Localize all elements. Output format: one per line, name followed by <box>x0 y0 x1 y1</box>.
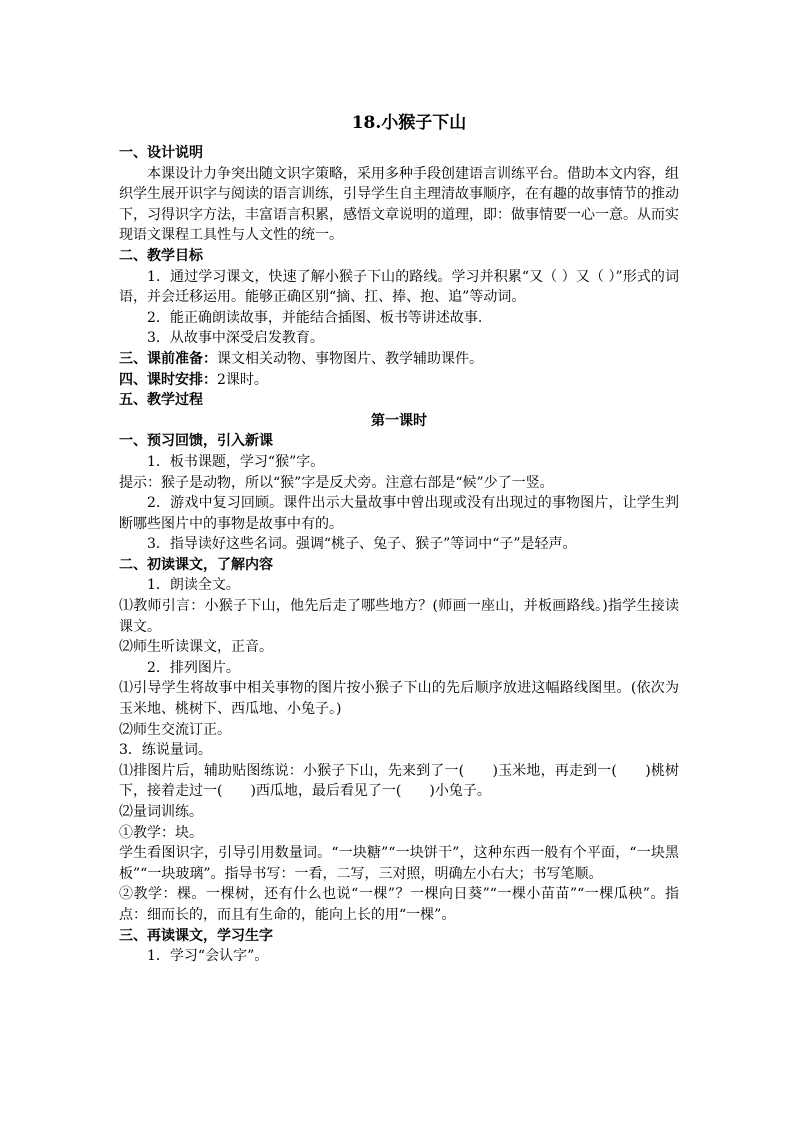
section-heading: 三、课前准备： <box>119 350 217 367</box>
paragraph: 1．学习“会认字”。 <box>147 948 269 965</box>
paragraph: ⑴引导学生将故事中相关事物的图片按小猴子下山的先后顺序放进这幅路线图里。(依次为玉米地、桃树下、西瓜地、小兔子。) <box>119 680 679 718</box>
section-line <box>119 349 679 370</box>
paragraph: 2．排列图片。 <box>147 659 240 676</box>
paragraph: ①教学：块。 <box>119 824 203 841</box>
section-line <box>119 370 679 391</box>
page-title: 18.小猴子下山 <box>351 113 467 133</box>
paragraph: 提示：猴子是动物，所以“猴”字是反犬旁。注意右部是“候”少了一竖。 <box>119 474 554 491</box>
lesson-heading: 第一课时 <box>371 412 427 429</box>
section-text: 课文相关动物、事物图片、教学辅助课件。 <box>217 350 483 367</box>
paragraph: 2．游戏中复习回顾。课件出示大量故事中曾出现或没有出现过的事物图片，让学生判断哪些图片中的事物是故事中有的。 <box>119 495 679 532</box>
paragraph: 3．指导读好这些名词。强调“桃子、兔子、猴子”等词中“子”是轻声。 <box>147 536 577 553</box>
document-page <box>119 104 679 967</box>
paragraph: ⑵师生听读课文，正音。 <box>119 639 273 656</box>
paragraph: ②教学：棵。一棵树，还有什么也说“一棵”？一棵向日葵”“一棵小苗苗”“一棵瓜秧”。指点：细而长的，而且有生命的，能向上长的用“一棵”。 <box>119 886 679 923</box>
paragraph: 1．朗读全文。 <box>147 577 240 594</box>
subsection-heading: 三、再读课文，学习生字 <box>119 927 273 944</box>
section-heading: 一、设计说明 <box>119 145 203 161</box>
paragraph: 本课设计力争突出随文识字策略，采用多种手段创建语言训练平台。借助本文内容，组织学生展开识字与阅读的语言训练，引导学生自主理清故事顺序，在有趣的故事情节的推动下，习得识字方法，丰富语言积累，感悟文章说明的道理，即：做事情要一心一意。从而实现语文课程工具性与人文性的统一。 <box>119 165 679 244</box>
section-heading: 二、教学目标 <box>119 247 203 264</box>
section-heading: 四、课时安排： <box>119 371 217 388</box>
paragraph: ⑴排图片后，辅助贴图练说：小猴子下山，先来到了一( )玉米地，再走到一( )桃树下，接着走过一( )西瓜地，最后看见了一( )小兔子。 <box>119 762 679 800</box>
paragraph: 3．练说量词。 <box>119 742 212 759</box>
paragraph: ⑴教师引言：小猴子下山，他先后走了哪些地方？(师画一座山，并板画路线。)指学生接读课文。 <box>119 598 679 635</box>
paragraph: 1．板书课题，学习“猴”字。 <box>147 453 325 470</box>
paragraph: 1．通过学习课文，快速了解小猴子下山的路线。学习并积累“又（ ）又（ ）”形式的词语，并会迁移运用。能够正确区别“摘、扛、捧、抱、追”等动词。 <box>119 268 679 306</box>
paragraph: 3．从故事中深受启发教育。 <box>147 330 324 347</box>
paragraph: ⑵量词训练。 <box>119 804 203 820</box>
paragraph: 2．能正确朗读故事，并能结合插图、板书等讲述故事. <box>147 309 483 326</box>
subsection-heading: 二、初读课文，了解内容 <box>119 556 273 573</box>
section-text: 2课时。 <box>217 371 268 388</box>
paragraph: ⑵师生交流订正。 <box>119 721 231 738</box>
paragraph: 学生看图识字，引导引用数量词。“一块糖”“一块饼干”，这种东西一般有个平面，“一块黑板”“一块玻璃”。指导书写：一看，二写，三对照，明确左小右大；书写笔顺。 <box>119 845 679 882</box>
subsection-heading: 一、预习回馈，引入新课 <box>119 433 273 450</box>
section-heading: 五、教学过程 <box>119 392 203 409</box>
